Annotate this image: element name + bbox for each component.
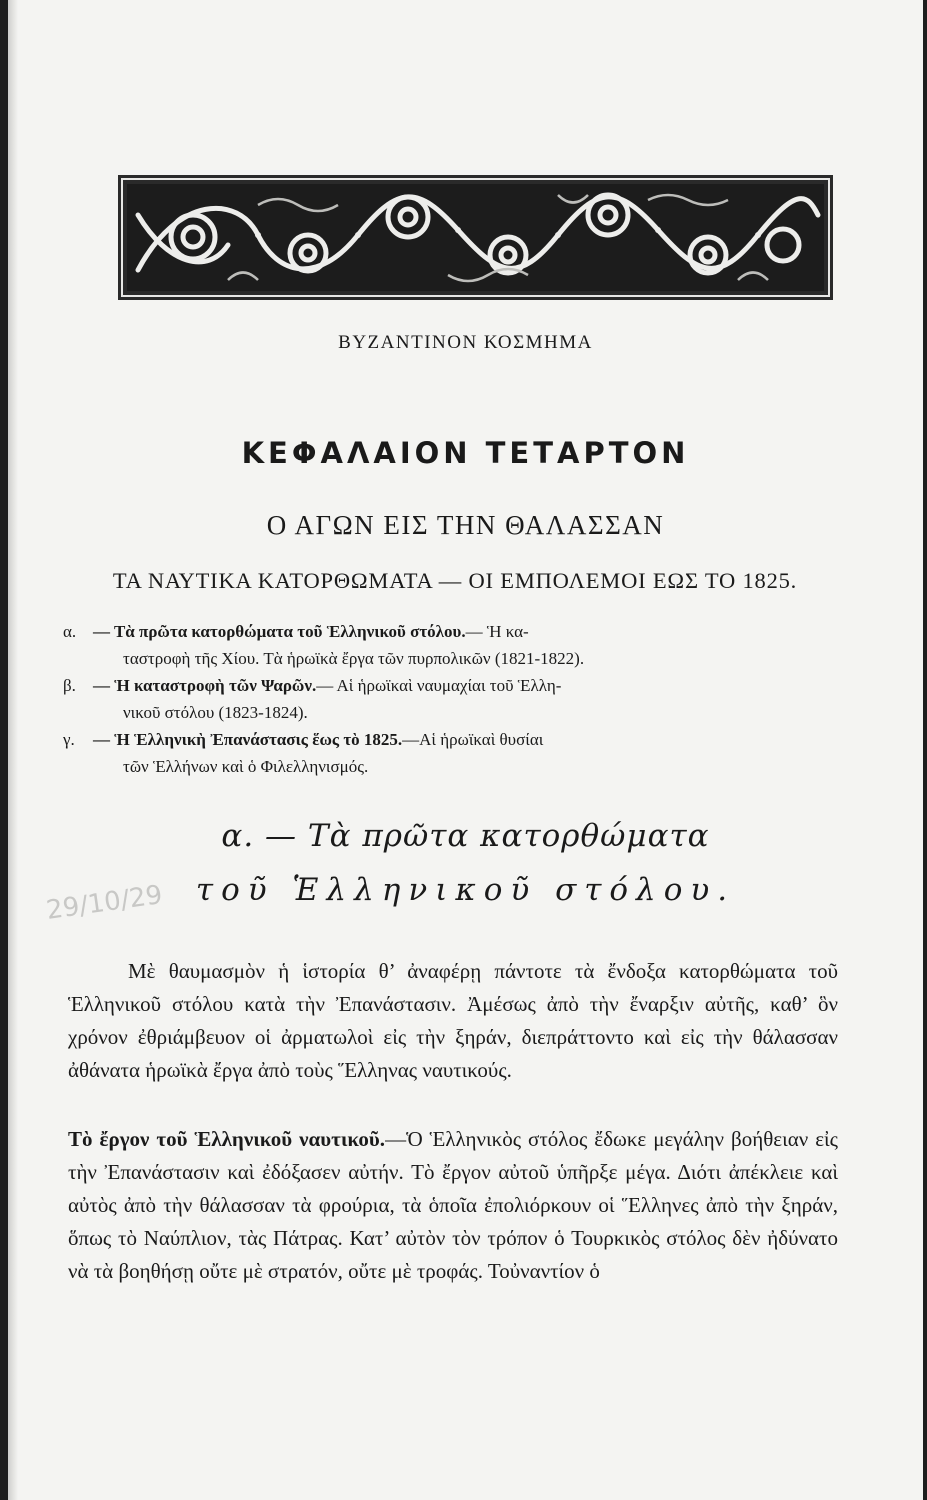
page-edge-shadow xyxy=(8,0,18,1500)
section-title-line2: τοῦ Ἑλληνικοῦ στόλου. xyxy=(195,872,736,908)
paragraph-run-in-heading: Τὸ ἔργον τοῦ Ἑλληνικοῦ ναυτικοῦ. xyxy=(68,1127,386,1151)
contents-item-letter: α. xyxy=(63,622,77,641)
contents-item xyxy=(63,618,853,672)
section-title-line1: α. — Τὰ πρῶτα κατορθώματα xyxy=(221,818,710,854)
contents-item-heading: — Τὰ πρῶτα κατορθώματα τοῦ Ἑλληνικοῦ στόλου. xyxy=(93,622,466,641)
contents-item-continuation: νικοῦ στόλου (1823-1824). xyxy=(123,703,308,722)
contents-item-text: — Ἡ κα- xyxy=(465,622,529,641)
contents-item-letter: β. xyxy=(63,676,76,695)
paragraph-body xyxy=(68,1123,838,1288)
chapter-summary-heading: ΤΑ ΝΑΥΤΙΚΑ ΚΑΤΟΡΘΩΜΑΤΑ — ΟΙ ΕΜΠΟΛΕΜΟΙ ΕΩΣ ΤΟ 1825. xyxy=(112,568,798,593)
contents-item-continuation: τῶν Ἑλλήνων καὶ ὁ Φιλελληνισμός. xyxy=(123,757,369,776)
contents-item-heading: — Ἡ Ἑλληνικὴ Ἐπανάστασις ἕως τὸ 1825. xyxy=(93,730,403,749)
chapter-contents xyxy=(63,618,853,780)
contents-item-heading: — Ἡ καταστροφὴ τῶν Ψαρῶν. xyxy=(93,676,317,695)
contents-item xyxy=(63,726,853,780)
contents-item-continuation: ταστροφὴ τῆς Χίου. Τὰ ἡρωϊκὰ ἔργα τῶν πυρπολικῶν (1821-1822). xyxy=(123,649,585,668)
contents-item-text: —Αἱ ἡρωϊκαὶ θυσίαι xyxy=(402,730,544,749)
pencil-annotation: 29/10/29 xyxy=(44,880,165,926)
chapter-subtitle: Ο ΑΓΩΝ ΕΙΣ ΤΗΝ ΘΑΛΑΣΣΑΝ xyxy=(266,510,665,540)
contents-item-text: — Αἱ ἡρωϊκαὶ ναυμαχίαι τοῦ Ἑλλη- xyxy=(316,676,562,695)
paragraph-text: —Ὁ Ἑλληνικὸς στόλος ἔδωκε μεγάλην βοήθειαν εἰς τὴν Ἐπανάστασιν καὶ ἐδόξασεν αὐτήν. Τὸ ἔργον αὐτοῦ ὑπῆρξε μέγα. Διότι ἀπέκλειε καὶ αὐτὸς ἀπὸ τὴν θάλασσαν τὰ φρούρια, τὰ ὁποῖα ἐπολιόρκουν οἱ Ἕλληνες ἀπὸ τὴν ξηράν, ὅπως τὸ Ναύπλιον, τὰς Πάτρας. Κατ’ αὐτὸν τὸν τρόπον ὁ Τουρκικὸς στόλος δὲν ἠδύνατο νὰ τὰ βοηθήσῃ οὔτε μὲ στρατόν, οὔτε μὲ τροφάς. Τοὐναντίον ὁ xyxy=(68,1127,838,1283)
chapter-title: ΚΕΦΑΛΑΙΟΝ ΤΕΤΑΡΤΟΝ xyxy=(241,436,690,470)
contents-item-letter: γ. xyxy=(63,730,75,749)
paragraph-naval-work xyxy=(68,1123,838,1288)
paragraph-text: Μὲ θαυμασμὸν ἡ ἱστορία θ’ ἀναφέρῃ πάντοτε τὰ ἔνδοξα κατορθώματα τοῦ Ἑλληνικοῦ στόλου κατὰ τὴν Ἐπανάστασιν. Ἀμέσως ἀπὸ τὴν ἔναρξιν αὐτῆς, καθ’ ὃν χρόνον ἐθριάμβευον οἱ ἀρματωλοὶ εἰς τὴν ξηράν, διεπράττοντο καὶ εἰς τὴν θάλασσαν ἀθάνατα ἡρωϊκὰ ἔργα ἀπὸ τοὺς Ἕλληνας ναυτικούς. xyxy=(68,959,838,1082)
contents-item xyxy=(63,672,853,726)
ornament-caption: ΒΥΖΑΝΤΙΝΟΝ ΚΟΣΜΗΜΑ xyxy=(338,332,593,353)
paragraph-intro xyxy=(68,955,838,1087)
book-page xyxy=(8,0,923,1500)
byzantine-ornament-band xyxy=(118,175,833,300)
